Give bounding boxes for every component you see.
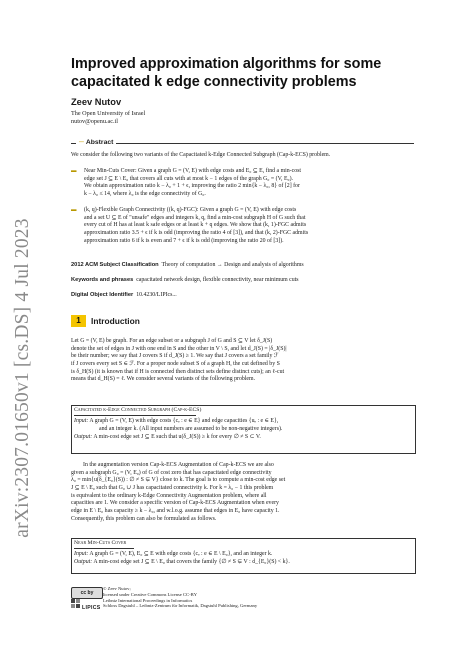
output-label: Output: [74,559,93,565]
paragraph-line: be their number; we say that J covers S if d_J(S) ≥ 1. We say that J covers a set family ℱ [71,353,279,360]
lipics-label: LIPICS [82,605,101,611]
abstract-item-2-line: every cut of H has at least k safe edges or at least k + q edges. We show that (k, 1)-FGC admits [84,222,307,229]
bullet-icon: ▬ [71,168,77,174]
abstract-item-1-line: Near Min-Cuts Cover: Given a graph G = (V, E) with edge costs and E₀ ⊆ E, find a min-cost [84,168,302,174]
arxiv-identifier: arXiv:2307.01650v1 [cs.DS] 4 Jul 2023 [12,218,33,538]
paragraph-line: J ⊆ E \ E₀ such that G₀ ∪ J has capacitated connectivity k. For k = λ₀ − 1 this problem [71,484,274,491]
input-label: Input: [74,418,89,424]
author-email[interactable]: nutov@openu.ac.il [71,118,118,125]
title-line-2: capacitated k edge connectivity problems [71,73,357,90]
title-line-1: Improved approximation algorithms for some [71,56,382,72]
bullet-icon: ▬ [71,207,77,213]
abstract-intro: We consider the following two variants of the Capacitated k-Edge Connected Subgraph (Cap-k-ECS) problem. [71,152,331,158]
intro-paragraph-1 [71,338,415,384]
abstract-marker-icon: ─ [79,139,84,146]
section-number-badge: 1 [71,315,86,327]
input-text: A graph G = (V, E), E₀ ⊆ E with edge costs {cₑ : e ∈ E \ E₀}, and an integer k. [89,551,273,557]
doi-label: Digital Object Identifier [71,292,134,298]
output-label: Output: [74,434,93,440]
output-text: A min-cost edge set J ⊆ E \ E₀ that covers the family {∅ ≠ S ⊊ V : d_{E₀}(S) < k}. [93,559,290,565]
problem-box-cap-k-ecs [71,405,416,454]
box-header: Capacitated k-Edge Connected Subgraph (Cap-k-ECS) [74,407,202,413]
keywords-label: Keywords and phrases [71,277,134,283]
box-output [74,559,409,566]
abstract-item-1-line: We obtain approximation ratio k − λ₀ + 1 + ϵ, improving the ratio 2 min{k − λ₀, 8} of [2] for [84,183,300,190]
author-affiliation-block [71,110,145,126]
abstract-item-1 [71,168,415,200]
paragraph-line: if J covers every set S ∈ ℱ. For a proper node subset S of a graph H, the cut defined by S [71,360,280,367]
arxiv-sidebar [6,158,40,598]
box-input [74,418,409,425]
paragraph-line: is δ_H(S) (it is known that if H is connected then distinct sets define distinct cuts); an ℓ-cut [71,368,285,375]
box-header-underline [74,548,134,549]
paragraph-line: In the augmentation version Cap-k-ECS Augmentation of Cap-k-ECS we are also [83,462,274,468]
publisher-line: Schloss Dagstuhl – Leibniz-Zentrum für Informatik, Dagstuhl Publishing, Germany [103,603,258,609]
abstract-item-2-line: (k, q)-Flexible Graph Connectivity ((k, q)-FGC): Given a graph G = (V, E) with edge costs [84,207,297,213]
abstract-item-2 [71,207,415,247]
input-text-line: A graph G = (V, E) with edge costs {cₑ : e ∈ E} and edge capacities {uₑ : e ∈ E}, [89,418,279,424]
author-name: Zeev Nutov [71,97,122,107]
paragraph-line: Consequently, this problem can also be formulated as follows. [71,515,217,522]
paragraph-line: Let G = (V, E) be graph. For an edge subset or a subgraph J of G and S ⊆ V let δ_J(S) [71,338,273,344]
abstract-item-1-line: edge set J ⊆ E \ E₀ that covers all cuts with at most k − 1 edges of the graph G₀ = (V, E₀). [84,175,293,182]
paragraph-line: means that d_H(S) = ℓ. We consider several variants of the following problem. [71,376,256,383]
abstract-heading-label: Abstract [85,139,114,146]
box-input [74,551,409,558]
acm-value: Theory of computation → Design and analysis of algorithms [161,262,304,268]
acm-classification [71,262,415,270]
box-output [74,434,409,441]
abstract-item-2-line: and a set U ⊆ E of "unsafe" edges and integers k, q, find a min-cost subgraph H of G such that [84,214,306,221]
paragraph-line: λ₀ = min{u(δ_{E₀}(S)) : ∅ ≠ S ⊊ V} close to k. The goal is to compute a min-cost edge set [71,477,286,484]
license-line: licensed under Creative Commons License CC-BY [103,591,198,597]
paragraph-line: denote the set of edges in J with one end in S and the other in V \ S, and let d_J(S) = |δ_J(S)| [71,345,287,352]
box-header-underline [74,415,196,416]
paragraph-line: given a subgraph G₀ = (V, E₀) of G of cost zero that has capacitated edge connectivity [71,469,272,476]
input-text-line: and an integer k. (All input numbers are assumed to be non-negative integers). [99,425,283,432]
copyright-block [103,586,257,609]
acm-label: 2012 ACM Subject Classification [71,262,159,268]
abstract-heading [76,139,116,146]
output-text: A min-cost edge set J ⊆ E such that u(δ_J(S)) ≥ k for every ∅ ≠ S ⊂ V. [93,434,261,440]
proceedings-line: Leibniz International Proceedings in Informatics [103,597,193,603]
abstract-item-2-line: approximation ratio 3.5 + ϵ if k is odd (improving the ratio 4 of [3]), and that (k, 2)-FGC admits [84,230,309,237]
keywords-value: capacitated network design, flexible connectivity, near minimum cuts [136,277,299,283]
paragraph-line: capacities are 1. We consider a specific version of Cap-k-ECS Augmentation when every [71,500,279,507]
box-header: Near Min-Cuts Cover [74,540,127,546]
abstract-item-1-line: k − λ₀ ≤ 14, where λ₀ is the edge connectivity of G₀. [84,191,206,198]
paragraph-line: edge in E \ E₀ has capacity ≥ k − λ₀, and w.l.o.g. assume that edges in E₀ have capacity 1. [71,507,280,514]
abstract-rule [71,143,414,144]
doi-value[interactable]: 10.4230/LIPIcs... [136,292,177,298]
input-label: Input: [74,551,89,557]
section-title: Introduction [91,316,140,326]
intro-paragraph-2 [71,462,415,523]
paper-title [71,56,431,91]
problem-box-near-min-cuts-cover [71,538,416,574]
copyright-line: © Zeev Nutov; [103,586,131,591]
doi [71,292,415,300]
cc-by-license-icon: cc by [71,587,103,599]
keywords [71,277,415,285]
author-affiliation: The Open University of Israel [71,110,146,117]
paragraph-line: is equivalent to the ordinary k-Edge Connectivity Augmentation problem, where all [71,492,267,499]
abstract-item-2-line: approximation ratio 6 if k is even and 7 + ϵ if k is odd (improving the ratio 20 of [3]). [84,237,284,244]
